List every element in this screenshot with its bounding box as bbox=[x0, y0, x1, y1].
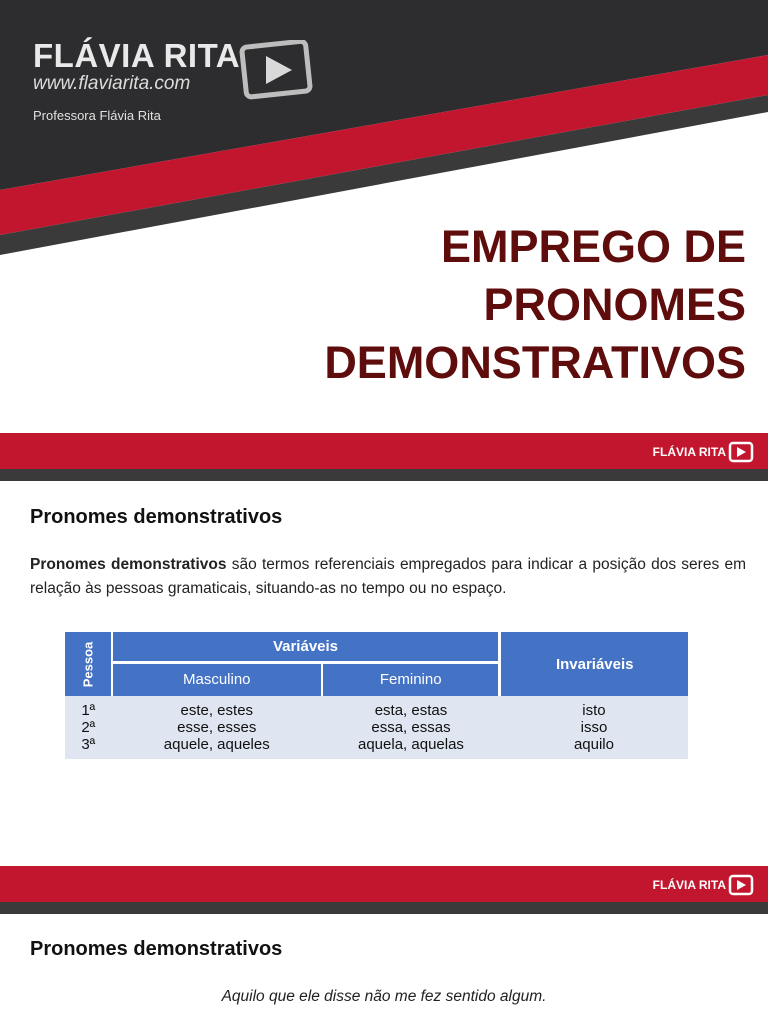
example-sentence: Aquilo que ele disse não me fez sentido algum. bbox=[221, 988, 547, 1005]
pessoa-cell: 2ª bbox=[65, 719, 112, 736]
bar-logo-text: FLÁVIA RITA bbox=[652, 878, 726, 892]
bar-logo bbox=[653, 441, 754, 463]
pessoa-header bbox=[65, 632, 112, 696]
definition-term: Pronomes demonstrativos bbox=[30, 556, 227, 573]
logo-url: www.flaviarita.com bbox=[33, 73, 191, 94]
feminino-cell: essa, essas bbox=[322, 719, 500, 736]
feminino-header: Feminino bbox=[322, 662, 500, 696]
table-row bbox=[65, 696, 688, 719]
invariavel-cell: isto bbox=[500, 696, 688, 719]
section-heading: Pronomes demonstrativos bbox=[30, 506, 283, 528]
pessoa-cell: 3ª bbox=[65, 736, 112, 759]
play-icon bbox=[728, 874, 754, 896]
play-icon bbox=[238, 40, 316, 100]
pessoa-cell: 1ª bbox=[65, 696, 112, 719]
pronouns-table bbox=[65, 632, 688, 759]
cover-slide bbox=[0, 0, 768, 432]
definition-paragraph bbox=[30, 553, 746, 601]
section-heading: Pronomes demonstrativos bbox=[30, 938, 283, 960]
play-icon bbox=[728, 441, 754, 463]
slide-header-bar bbox=[0, 433, 768, 481]
title-line-1: EMPREGO DE bbox=[440, 221, 746, 272]
title-line-3: DEMONSTRATIVOS bbox=[324, 337, 746, 388]
feminino-cell: esta, estas bbox=[322, 696, 500, 719]
title-line-2: PRONOMES bbox=[483, 279, 746, 330]
definition-text: são termos referenciais empregados para indicar a posição dos seres em relação às pessoas gramaticais, situando-as no tempo ou no espaço. bbox=[30, 556, 746, 597]
slide-header-bar bbox=[0, 866, 768, 914]
masculino-cell: aquele, aqueles bbox=[112, 736, 322, 759]
masculino-cell: este, estes bbox=[112, 696, 322, 719]
brand-logo bbox=[33, 38, 240, 94]
invariavel-cell: aquilo bbox=[500, 736, 688, 759]
table-row bbox=[65, 719, 688, 736]
feminino-cell: aquela, aquelas bbox=[322, 736, 500, 759]
variaveis-header: Variáveis bbox=[112, 632, 500, 662]
bar-logo bbox=[653, 874, 754, 896]
pessoa-label: Pessoa bbox=[80, 641, 96, 687]
invariaveis-header: Invariáveis bbox=[500, 632, 688, 696]
professor-name: Professora Flávia Rita bbox=[33, 108, 161, 123]
invariavel-cell: isso bbox=[500, 719, 688, 736]
masculino-header: Masculino bbox=[112, 662, 322, 696]
masculino-cell: esse, esses bbox=[112, 719, 322, 736]
table-row bbox=[65, 736, 688, 759]
main-title bbox=[324, 218, 746, 392]
logo-name: FLÁVIA RITA bbox=[33, 37, 241, 74]
bar-logo-text: FLÁVIA RITA bbox=[652, 445, 726, 459]
